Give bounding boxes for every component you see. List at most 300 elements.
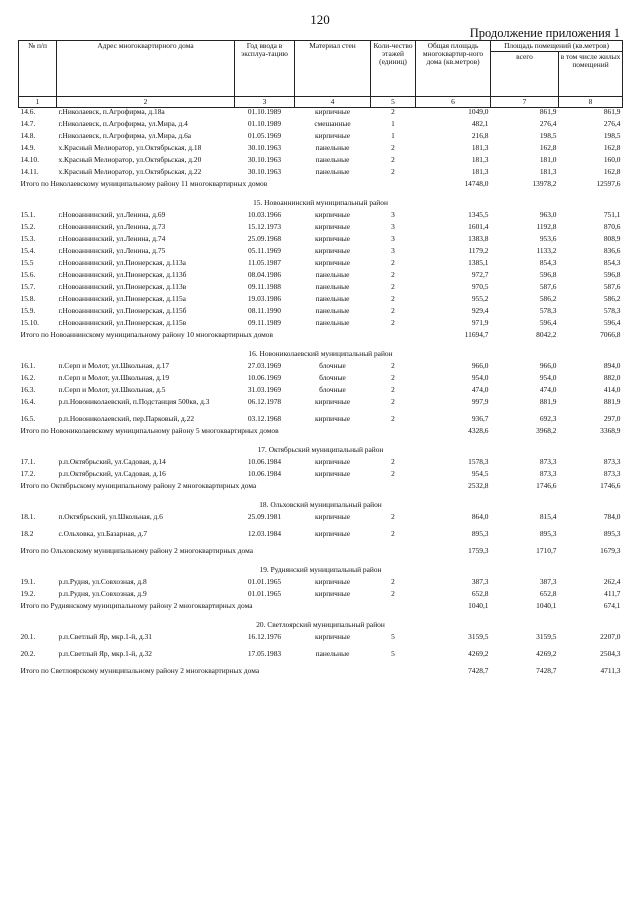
row-year: 30.10.1963 <box>247 155 282 165</box>
row-address: п.Серп и Молот, ул.Школьная, д.5 <box>58 385 166 395</box>
col-number: 8 <box>559 97 623 108</box>
total-area: 14748,0 <box>464 179 489 189</box>
row-residential: 894,0 <box>603 361 621 371</box>
row-material: смешанные <box>314 119 351 129</box>
row-material: блочные <box>319 373 346 383</box>
row-premises-all: 692,3 <box>539 414 557 424</box>
row-premises-all: 873,3 <box>539 469 557 479</box>
row-number: 20.1. <box>20 632 36 642</box>
row-year: 10.06.1984 <box>247 457 282 467</box>
row-address: г.Новоаннинский, ул.Ленина, д.74 <box>58 234 166 244</box>
row-residential: 836,6 <box>603 246 621 256</box>
row-floors: 2 <box>391 589 395 599</box>
row-year: 06.12.1978 <box>247 397 282 407</box>
header-material: Материал стен <box>295 41 371 97</box>
table-row <box>19 398 623 415</box>
row-number: 14.9. <box>20 143 36 153</box>
row-floors: 2 <box>391 155 395 165</box>
row-total-area: 1601,4 <box>468 222 489 232</box>
row-material: кирпичные <box>314 632 351 642</box>
header-address: Адрес многоквартирного дома <box>57 41 235 97</box>
total-label: Итого по Октябрьскому муниципальному району 2 многоквартирных дома <box>20 481 257 491</box>
row-floors: 3 <box>391 246 395 256</box>
row-material: кирпичные <box>314 577 351 587</box>
row-residential: 596,8 <box>603 270 621 280</box>
row-floors: 2 <box>391 270 395 280</box>
header-year: Год ввода в эксплуа-тацию <box>235 41 295 97</box>
header-no: № п/п <box>19 41 57 97</box>
row-floors: 2 <box>391 577 395 587</box>
row-floors: 2 <box>391 397 395 407</box>
row-premises-all: 4269,2 <box>536 649 557 659</box>
row-premises-all: 652,8 <box>539 589 557 599</box>
total-area: 4328,6 <box>468 426 489 436</box>
col-number: 4 <box>295 97 371 108</box>
row-year: 25.09.1981 <box>247 512 282 522</box>
row-number: 15.4. <box>20 246 36 256</box>
row-year: 15.12.1973 <box>247 222 282 232</box>
row-material: кирпичные <box>314 589 351 599</box>
row-total-area: 970,5 <box>471 282 489 292</box>
row-floors: 2 <box>391 512 395 522</box>
row-year: 25.09.1968 <box>247 234 282 244</box>
col-number: 6 <box>416 97 491 108</box>
row-premises-all: 815,4 <box>539 512 557 522</box>
row-year: 10.06.1969 <box>247 373 282 383</box>
total-label: Итого по Николаевскому муниципальному району 11 многоквартирных домов <box>20 179 268 189</box>
row-residential: 262,4 <box>603 577 621 587</box>
row-material: кирпичные <box>314 414 351 424</box>
row-year: 10.03.1966 <box>247 210 282 220</box>
row-total-area: 181,3 <box>471 167 489 177</box>
col-number: 5 <box>371 97 416 108</box>
district-heading: 19. Руднянский муниципальный район <box>259 565 382 575</box>
row-residential: 414,0 <box>603 385 621 395</box>
total-premises-all: 1710,7 <box>536 546 557 556</box>
total-residential: 3368,9 <box>600 426 621 436</box>
row-material: кирпичные <box>314 222 351 232</box>
row-year: 08.11.1990 <box>248 306 281 316</box>
row-total-area: 4269,2 <box>468 649 489 659</box>
row-floors: 2 <box>391 385 395 395</box>
total-residential: 1679,3 <box>600 546 621 556</box>
row-total-area: 482,1 <box>471 119 489 129</box>
row-floors: 1 <box>391 131 395 141</box>
row-address: г.Николаевск, п.Агрофирма, ул.Мира, д.4 <box>58 119 188 129</box>
row-total-area: 966,0 <box>471 361 489 371</box>
row-address: х.Красный Мелиоратор, ул.Октябрьская, д.18 <box>58 143 202 153</box>
row-premises-all: 854,3 <box>539 258 557 268</box>
row-number: 14.7. <box>20 119 36 129</box>
row-total-area: 1049,0 <box>468 107 489 117</box>
row-total-area: 895,3 <box>471 529 489 539</box>
total-residential: 7066,8 <box>600 330 621 340</box>
total-residential: 1746,6 <box>600 481 621 491</box>
row-number: 15.7. <box>20 282 36 292</box>
row-number: 19.2. <box>20 589 36 599</box>
row-premises-all: 895,3 <box>539 529 557 539</box>
row-material: кирпичные <box>314 234 351 244</box>
row-floors: 3 <box>391 210 395 220</box>
row-number: 15.8. <box>20 294 36 304</box>
row-floors: 3 <box>391 222 395 232</box>
row-material: кирпичные <box>314 107 351 117</box>
row-address: х.Красный Мелиоратор, ул.Октябрьская, д.20 <box>58 155 202 165</box>
table-row <box>19 650 623 667</box>
total-area: 11694,7 <box>464 330 489 340</box>
row-address: р.п.Светлый Яр, мкр.1-й, д.31 <box>58 632 152 642</box>
row-material: панельные <box>315 167 350 177</box>
row-floors: 2 <box>391 294 395 304</box>
row-floors: 5 <box>391 632 395 642</box>
row-year: 17.05.1983 <box>247 649 282 659</box>
district-section-row <box>19 499 623 513</box>
row-total-area: 864,0 <box>471 512 489 522</box>
row-number: 19.1. <box>20 577 36 587</box>
row-total-area: 1578,3 <box>468 457 489 467</box>
row-total-area: 1179,2 <box>468 246 489 256</box>
row-residential: 870,6 <box>603 222 621 232</box>
row-premises-all: 963,0 <box>539 210 557 220</box>
row-material: панельные <box>315 306 350 316</box>
district-heading: 18. Ольховский муниципальный район <box>259 500 382 510</box>
row-material: панельные <box>315 282 350 292</box>
row-floors: 3 <box>391 234 395 244</box>
total-premises-all: 8042,2 <box>536 330 557 340</box>
row-premises-all: 881,9 <box>539 397 557 407</box>
row-total-area: 955,2 <box>471 294 489 304</box>
row-residential: 2504,3 <box>600 649 621 659</box>
total-residential: 4711,3 <box>600 666 621 676</box>
row-year: 12.03.1984 <box>247 529 282 539</box>
district-total-row <box>19 602 623 619</box>
row-year: 09.11.1989 <box>248 318 281 328</box>
row-residential: 411,7 <box>604 589 621 599</box>
row-material: панельные <box>315 143 350 153</box>
total-area: 1040,1 <box>468 601 489 611</box>
row-number: 17.1. <box>20 457 36 467</box>
row-residential: 882,0 <box>603 373 621 383</box>
row-premises-all: 578,3 <box>539 306 557 316</box>
row-number: 18.2 <box>20 529 34 539</box>
row-residential: 578,3 <box>603 306 621 316</box>
row-total-area: 387,3 <box>471 577 489 587</box>
col-number: 7 <box>491 97 559 108</box>
row-total-area: 3159,5 <box>468 632 489 642</box>
district-total-row <box>19 482 623 499</box>
row-number: 20.2. <box>20 649 36 659</box>
district-section-row <box>19 444 623 458</box>
row-year: 01.10.1989 <box>247 107 282 117</box>
total-premises-all: 13978,2 <box>532 179 557 189</box>
row-year: 05.11.1969 <box>248 246 281 256</box>
row-number: 16.1. <box>20 361 36 371</box>
row-premises-all: 873,3 <box>539 457 557 467</box>
row-year: 10.06.1984 <box>247 469 282 479</box>
district-total-row <box>19 547 623 564</box>
row-floors: 2 <box>391 167 395 177</box>
district-heading: 15. Новоаннинский муниципальный район <box>253 198 388 208</box>
row-address: г.Николаевск, п.Агрофирма, ул.Мира, д.6а <box>58 131 192 141</box>
row-number: 15.1. <box>20 210 36 220</box>
row-material: панельные <box>315 294 350 304</box>
row-residential: 160,0 <box>603 155 621 165</box>
row-material: кирпичные <box>314 397 351 407</box>
row-residential: 587,6 <box>603 282 621 292</box>
row-address: г.Новоаннинский, ул.Пионерская, д.113в <box>58 282 187 292</box>
row-premises-all: 1192,8 <box>536 222 557 232</box>
row-floors: 2 <box>391 318 395 328</box>
row-material: кирпичные <box>314 457 351 467</box>
row-residential: 895,3 <box>603 529 621 539</box>
row-address: г.Новоаннинский, ул.Ленина, д.73 <box>58 222 166 232</box>
header-residential: в том числе жилых помещений <box>559 52 623 97</box>
table-row <box>19 530 623 547</box>
row-number: 15.3. <box>20 234 36 244</box>
row-premises-all: 596,8 <box>539 270 557 280</box>
row-total-area: 181,3 <box>471 143 489 153</box>
row-number: 17.2. <box>20 469 36 479</box>
row-year: 01.01.1965 <box>247 589 282 599</box>
row-total-area: 954,5 <box>471 469 489 479</box>
row-address: р.п.Новониколаевский, пер.Парковый, д.22 <box>58 414 195 424</box>
row-address: г.Новоаннинский, ул.Пионерская, д.113а <box>58 258 186 268</box>
row-floors: 2 <box>391 258 395 268</box>
total-residential: 674,1 <box>603 601 621 611</box>
row-premises-all: 586,2 <box>539 294 557 304</box>
row-residential: 873,3 <box>603 457 621 467</box>
col-number: 1 <box>19 97 57 108</box>
row-premises-all: 1133,2 <box>536 246 557 256</box>
row-premises-all: 198,5 <box>539 131 557 141</box>
total-label: Итого по Светлоярскому муниципальному району 2 многоквартирных дома <box>20 666 260 676</box>
row-address: г.Новоаннинский, ул.Пионерская, д.115б <box>58 306 187 316</box>
row-floors: 2 <box>391 529 395 539</box>
row-residential: 881,9 <box>603 397 621 407</box>
row-residential: 162,8 <box>603 143 621 153</box>
row-address: р.п.Октябрьский, ул.Садовая, д.14 <box>58 457 166 467</box>
header-total-area: Общая площадь многоквартир-ного дома (кв.метров) <box>416 41 491 97</box>
col-number: 2 <box>57 97 235 108</box>
row-premises-all: 953,6 <box>539 234 557 244</box>
row-address: г.Новоаннинский, ул.Ленина, д.69 <box>58 210 166 220</box>
row-material: панельные <box>315 649 350 659</box>
row-floors: 2 <box>391 457 395 467</box>
row-year: 19.03.1986 <box>247 294 282 304</box>
district-section-row <box>19 619 623 633</box>
row-total-area: 997,9 <box>471 397 489 407</box>
row-number: 16.3. <box>20 385 36 395</box>
total-label: Итого по Руднянскому муниципальному району 2 многоквартирных дома <box>20 601 253 611</box>
row-floors: 5 <box>391 649 395 659</box>
row-residential: 861,9 <box>603 107 621 117</box>
row-total-area: 929,4 <box>471 306 489 316</box>
row-total-area: 474,0 <box>471 385 489 395</box>
row-number: 14.8. <box>20 131 36 141</box>
row-residential: 596,4 <box>603 318 621 328</box>
total-premises-all: 1746,6 <box>536 481 557 491</box>
column-numbers-row <box>19 97 623 108</box>
row-premises-all: 181,3 <box>539 167 557 177</box>
row-floors: 2 <box>391 107 395 117</box>
row-year: 08.04.1986 <box>247 270 282 280</box>
total-label: Итого по Ольховскому муниципальному району 2 многоквартирных дома <box>20 546 254 556</box>
row-address: г.Новоаннинский, ул.Пионерская, д.115в <box>58 318 187 328</box>
row-year: 11.05.1987 <box>248 258 281 268</box>
row-material: кирпичные <box>314 469 351 479</box>
row-floors: 2 <box>391 282 395 292</box>
district-section-row <box>19 197 623 211</box>
total-area: 1759,3 <box>468 546 489 556</box>
row-premises-all: 596,4 <box>539 318 557 328</box>
district-total-row <box>19 667 623 684</box>
row-residential: 198,5 <box>603 131 621 141</box>
row-address: р.п.Рудня, ул.Совхозная, д.8 <box>58 577 147 587</box>
row-number: 16.5. <box>20 414 36 424</box>
header-premises: Площадь помещений (кв.метров) <box>491 41 623 52</box>
row-premises-all: 3159,5 <box>536 632 557 642</box>
table-body <box>19 108 623 685</box>
row-number: 16.4. <box>20 397 36 407</box>
district-total-row <box>19 180 623 197</box>
row-premises-all: 276,4 <box>539 119 557 129</box>
total-premises-all: 1040,1 <box>536 601 557 611</box>
row-total-area: 971,9 <box>471 318 489 328</box>
row-number: 15.9. <box>20 306 36 316</box>
row-address: р.п.Светлый Яр, мкр.1-й, д.32 <box>58 649 152 659</box>
row-residential: 276,4 <box>603 119 621 129</box>
total-area: 7428,7 <box>468 666 489 676</box>
row-number: 15.10. <box>20 318 39 328</box>
row-floors: 2 <box>391 373 395 383</box>
row-total-area: 1385,1 <box>468 258 489 268</box>
total-area: 2532,8 <box>468 481 489 491</box>
page-number: 120 <box>310 12 330 27</box>
row-year: 03.12.1968 <box>247 414 282 424</box>
row-year: 16.12.1976 <box>247 632 282 642</box>
row-residential: 808,9 <box>603 234 621 244</box>
row-material: блочные <box>319 385 346 395</box>
row-floors: 1 <box>391 119 395 129</box>
row-address: р.п.Рудня, ул.Совхозная, д.9 <box>58 589 147 599</box>
row-address: р.п.Октябрьский, ул.Садовая, д.16 <box>58 469 166 479</box>
row-premises-all: 474,0 <box>539 385 557 395</box>
row-year: 09.11.1988 <box>248 282 281 292</box>
row-material: панельные <box>315 155 350 165</box>
row-material: кирпичные <box>314 246 351 256</box>
row-material: панельные <box>315 318 350 328</box>
row-residential: 784,0 <box>603 512 621 522</box>
row-total-area: 181,3 <box>471 155 489 165</box>
row-address: г.Новоаннинский, ул.Пионерская, д.113б <box>58 270 187 280</box>
row-residential: 751,1 <box>603 210 621 220</box>
row-material: кирпичные <box>314 529 351 539</box>
row-material: панельные <box>315 270 350 280</box>
row-residential: 586,2 <box>603 294 621 304</box>
col-number: 3 <box>235 97 295 108</box>
row-floors: 2 <box>391 414 395 424</box>
row-premises-all: 181,0 <box>539 155 557 165</box>
row-year: 30.10.1963 <box>247 167 282 177</box>
row-address: г.Николаевск, п.Агрофирма, д.18а <box>58 107 165 117</box>
total-premises-all: 3968,2 <box>536 426 557 436</box>
row-number: 14.10. <box>20 155 39 165</box>
district-heading: 17. Октябрьский муниципальный район <box>257 445 384 455</box>
row-floors: 2 <box>391 361 395 371</box>
row-total-area: 216,8 <box>471 131 489 141</box>
row-premises-all: 954,0 <box>539 373 557 383</box>
district-total-row <box>19 331 623 348</box>
row-address: г.Новоаннинский, ул.Пионерская, д.115а <box>58 294 186 304</box>
row-year: 01.01.1965 <box>247 577 282 587</box>
row-residential: 2207,0 <box>600 632 621 642</box>
row-total-area: 936,7 <box>471 414 489 424</box>
row-total-area: 1383,8 <box>468 234 489 244</box>
row-number: 16.2. <box>20 373 36 383</box>
total-label: Итого по Новоаннинскому муниципальному району 10 многоквартирных домов <box>20 330 273 340</box>
row-material: кирпичные <box>314 258 351 268</box>
total-premises-all: 7428,7 <box>536 666 557 676</box>
row-year: 01.05.1969 <box>247 131 282 141</box>
row-residential: 854,3 <box>603 258 621 268</box>
row-floors: 2 <box>391 306 395 316</box>
header-floors: Коли-чество этажей (единиц) <box>371 41 416 97</box>
row-number: 15.6. <box>20 270 36 280</box>
row-floors: 2 <box>391 469 395 479</box>
row-number: 15.2. <box>20 222 36 232</box>
district-total-row <box>19 427 623 444</box>
district-heading: 16. Новониколаевский муниципальный район <box>248 349 393 359</box>
row-premises-all: 162,8 <box>539 143 557 153</box>
row-year: 30.10.1963 <box>247 143 282 153</box>
row-residential: 162,8 <box>603 167 621 177</box>
row-number: 18.1. <box>20 512 36 522</box>
header-all: всего <box>491 52 559 97</box>
continuation-title: Продолжение приложения 1 <box>469 26 620 40</box>
row-address: с.Ольховка, ул.Базарная, д.7 <box>58 529 148 539</box>
row-material: кирпичные <box>314 512 351 522</box>
row-total-area: 652,8 <box>471 589 489 599</box>
row-material: кирпичные <box>314 131 351 141</box>
row-year: 27.03.1969 <box>247 361 282 371</box>
row-number: 14.6. <box>20 107 36 117</box>
row-address: п.Октябрьский, ул.Школьная, д.6 <box>58 512 163 522</box>
row-address: п.Серп и Молот, ул.Школьная, д.19 <box>58 373 170 383</box>
row-residential: 297,0 <box>603 414 621 424</box>
row-material: кирпичные <box>314 210 351 220</box>
row-total-area: 1345,5 <box>468 210 489 220</box>
row-material: блочные <box>319 361 346 371</box>
row-address: р.п.Новониколаевский, п.Подстанция 500кв, д.3 <box>58 397 210 407</box>
row-address: х.Красный Мелиоратор, ул.Октябрьская, д.22 <box>58 167 202 177</box>
row-residential: 873,3 <box>603 469 621 479</box>
row-premises-all: 387,3 <box>539 577 557 587</box>
total-residential: 12597,6 <box>596 179 621 189</box>
row-premises-all: 861,9 <box>539 107 557 117</box>
row-premises-all: 587,6 <box>539 282 557 292</box>
housing-table <box>18 40 623 684</box>
row-floors: 2 <box>391 143 395 153</box>
table-row <box>19 513 623 530</box>
table-row <box>19 633 623 650</box>
district-section-row <box>19 348 623 362</box>
total-label: Итого по Новониколаевскому муниципальному району 5 многоквартирных домов <box>20 426 279 436</box>
row-number: 15.5 <box>20 258 34 268</box>
row-premises-all: 966,0 <box>539 361 557 371</box>
district-heading: 20. Светлоярский муниципальный район <box>256 620 385 630</box>
row-total-area: 954,0 <box>471 373 489 383</box>
row-year: 01.10.1989 <box>247 119 282 129</box>
